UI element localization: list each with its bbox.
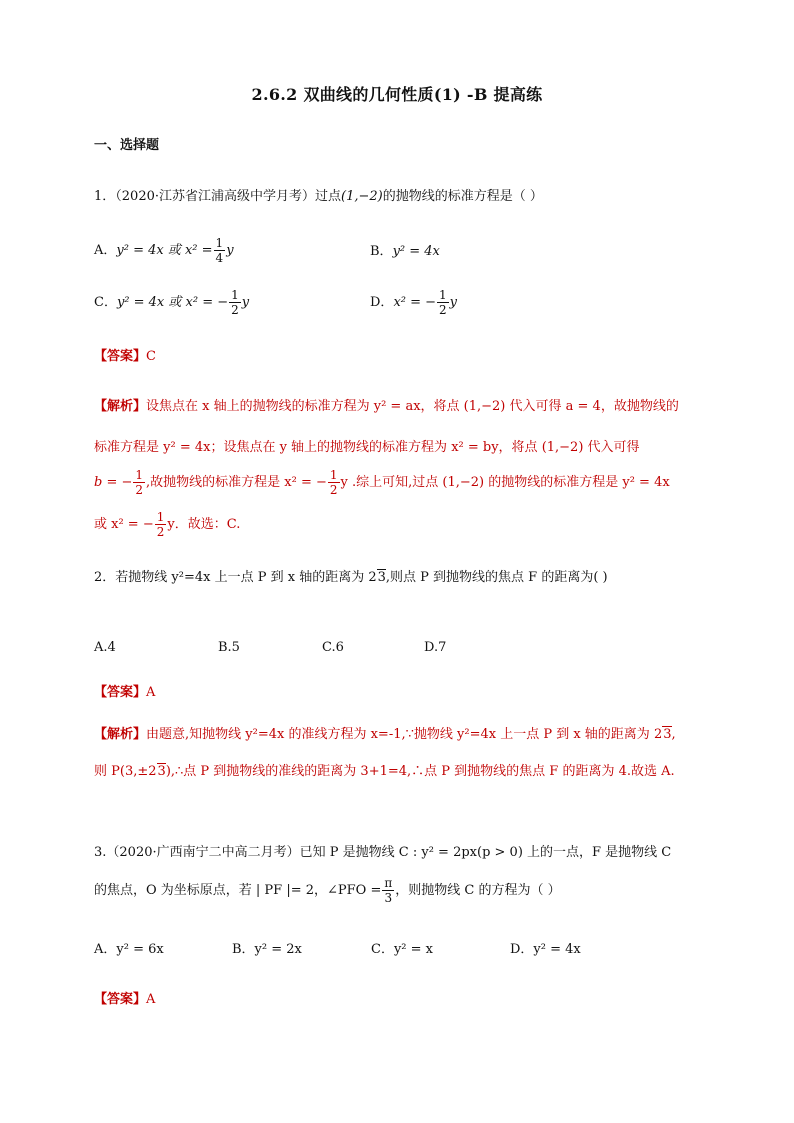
q1-explanation-line-1: 【解析】设焦点在 x 轴上的抛物线的标准方程为 y² = ax，将点 (1,−2) 代入可得 a = 4，故抛物线的 (94, 399, 679, 414)
q2-option-a: A.4 (94, 640, 116, 655)
q1-option-b: B．y² = 4x (370, 244, 440, 259)
page-title: 2.6.2 双曲线的几何性质(1) -B 提高练 (251, 85, 543, 104)
q3-option-c: C．y² = x (371, 942, 433, 957)
q3-stem-line-2: 的焦点，O 为坐标原点，若 | PF |= 2，∠PFO = $\frac{\pi}{3}$ ，则抛物线 C 的方程为（ ） (94, 876, 561, 905)
q3-option-d: D．y² = 4x (510, 942, 581, 957)
q1-explanation-line-2: 标准方程是 y² = 4x；设焦点在 y 轴上的抛物线的标准方程为 x² = by，将点 (1,−2) 代入可得 (94, 440, 640, 455)
q2-explanation-line-2: 则 P(3,±23),∴点 P 到抛物线的准线的距离为 3+1=4,∴点 P 到抛物线的焦点 F 的距离为 4.故选 A. (94, 764, 675, 779)
q1-explanation-line-4: 或 x² = − $\frac{1}{2}$ y．故选：C. (94, 510, 241, 539)
q1-option-a: A．y² = 4x 或 x² = $\frac{1}{4}$ y (94, 236, 234, 265)
q2-option-d: D.7 (424, 640, 447, 655)
q3-answer: 【答案】A (94, 992, 156, 1007)
section-heading: 一、选择题 (94, 138, 160, 153)
q3-option-b: B．y² = 2x (232, 942, 302, 957)
q2-stem: 2．若抛物线 y²=4x 上一点 P 到 x 轴的距离为 23,则点 P 到抛物线的焦点 F 的距离为( ) (94, 570, 608, 585)
q2-option-b: B.5 (218, 640, 240, 655)
q2-explanation-line-1: 【解析】由题意,知抛物线 y²=4x 的准线方程为 x=-1,∵抛物线 y²=4x 上一点 P 到 x 轴的距离为 23, (94, 727, 676, 742)
q1-explanation-line-3: b = − $\frac{1}{2}$ ,故抛物线的标准方程是 x² = − $\frac{1}{2}$ y .综上可知,过点 (1,−2) 的抛物线的标准方程是 y² = 4x (94, 468, 670, 497)
q2-option-c: C.6 (322, 640, 344, 655)
q1-stem: 1．（2020·江苏省江浦高级中学月考）过点(1,−2)的抛物线的标准方程是（ ） (94, 189, 543, 204)
q1-answer: 【答案】C (94, 349, 156, 364)
q1-option-c: C．y² = 4x 或 x² = − $\frac{1}{2}$ y (94, 288, 250, 317)
q1-option-d: D．x² = − $\frac{1}{2}$ y (370, 288, 458, 317)
q3-stem-line-1: 3.（2020·广西南宁二中高二月考）已知 P 是抛物线 C : y² = 2px(p > 0) 上的一点，F 是抛物线 C (94, 845, 672, 860)
q2-answer: 【答案】A (94, 685, 156, 700)
q3-option-a: A．y² = 6x (94, 942, 164, 957)
